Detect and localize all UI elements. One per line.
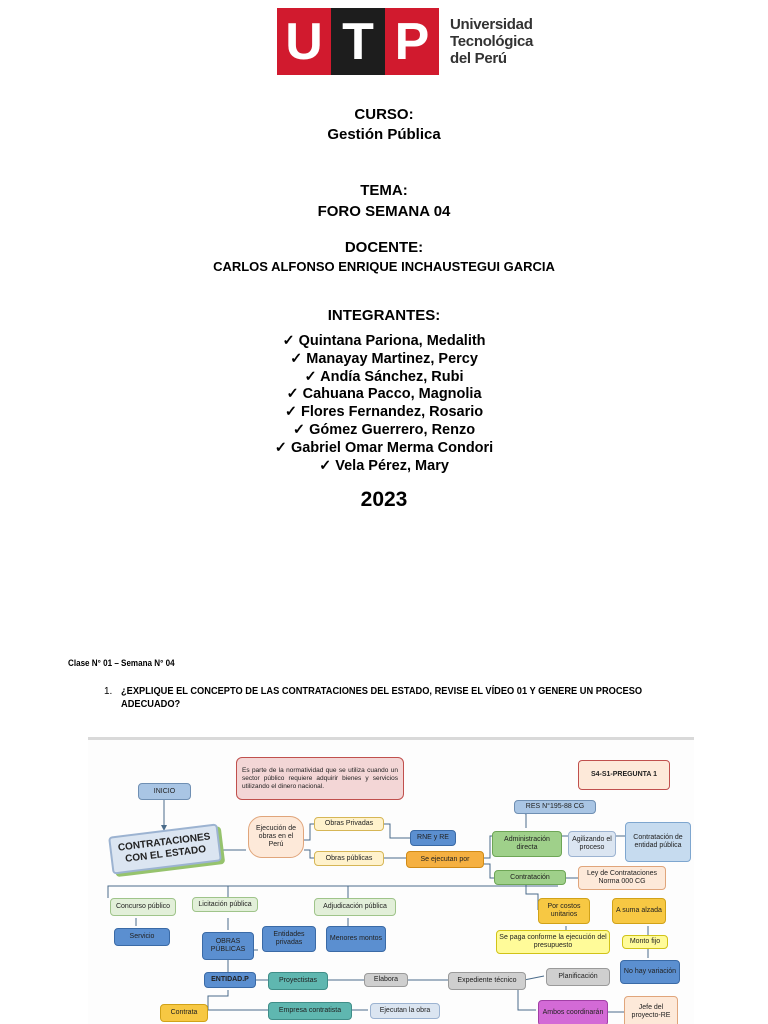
node-ambos: Ambos coordinarán bbox=[538, 1000, 608, 1024]
node-entidad: ENTIDAD.P bbox=[204, 972, 256, 988]
member-name: Gabriel Omar Merma Condori bbox=[290, 439, 494, 456]
logo-letter-p: P bbox=[385, 8, 439, 75]
question-text: ¿EXPLIQUE EL CONCEPTO DE LAS CONTRATACIONES DEL ESTADO, REVISE EL VÍDEO 01 Y GENERE UN PROCESO ADECUADO? bbox=[121, 686, 643, 710]
check-icon: ✓ bbox=[319, 457, 332, 474]
node-obras-publicas: Obras públicas bbox=[314, 851, 384, 866]
member-item bbox=[0, 333, 768, 351]
node-contratacion: Contratación bbox=[494, 870, 566, 885]
member-name: Andía Sánchez, Rubi bbox=[320, 368, 464, 385]
node-inicio: INICIO bbox=[138, 783, 191, 800]
year: 2023 bbox=[360, 488, 408, 511]
node-se-paga: Se paga conforme la ejecución del presupuesto bbox=[496, 930, 610, 954]
members-list bbox=[0, 333, 768, 475]
node-agilizando: Agilizando el proceso bbox=[568, 831, 616, 857]
node-obras-publicas-2: OBRAS PÚBLICAS bbox=[202, 932, 254, 960]
question-number: 1. bbox=[104, 686, 113, 697]
member-item bbox=[0, 422, 768, 440]
member-item bbox=[0, 369, 768, 387]
node-suma: A suma alzada bbox=[612, 898, 666, 924]
member-name: Gómez Guerrero, Renzo bbox=[309, 421, 476, 438]
teacher-name: CARLOS ALFONSO ENRIQUE INCHAUSTEGUI GARCIA bbox=[213, 259, 555, 274]
member-name: Vela Pérez, Mary bbox=[335, 457, 449, 474]
node-menores: Menores montos bbox=[326, 926, 386, 952]
member-item bbox=[0, 386, 768, 404]
node-licitacion: Licitación pública bbox=[192, 897, 258, 912]
node-main: CONTRATACIONES CON EL ESTADO bbox=[108, 823, 222, 874]
process-diagram bbox=[88, 737, 694, 1024]
utp-logo bbox=[277, 8, 534, 75]
member-item bbox=[0, 404, 768, 422]
logo-name-line: Universidad bbox=[450, 16, 533, 33]
topic-label: TEMA: bbox=[360, 182, 408, 199]
check-icon: ✓ bbox=[284, 404, 297, 421]
logo-letter-u: U bbox=[277, 8, 331, 75]
node-jefe: Jefe del proyecto-RE bbox=[624, 996, 678, 1024]
node-concurso: Concurso público bbox=[110, 898, 176, 916]
node-ejecucion: Ejecución de obras en el Perú bbox=[248, 816, 304, 858]
node-costos: Por costos unitarios bbox=[538, 898, 590, 924]
node-elabora: Elabora bbox=[364, 973, 408, 987]
logo-university-name bbox=[450, 16, 540, 67]
node-ley: Ley de Contrataciones Norma 000 CG bbox=[578, 866, 666, 890]
check-icon: ✓ bbox=[290, 350, 303, 367]
node-planificacion: Planificación bbox=[546, 968, 610, 986]
logo-letter-t: T bbox=[331, 8, 385, 75]
check-icon: ✓ bbox=[282, 333, 295, 349]
logo-name-line: del Perú bbox=[450, 50, 507, 67]
course-label: CURSO: bbox=[354, 106, 414, 123]
check-icon: ✓ bbox=[304, 368, 317, 385]
member-item bbox=[0, 440, 768, 458]
node-adjudicacion: Adjudicación pública bbox=[314, 898, 396, 916]
node-contrata: Contrata bbox=[160, 1004, 208, 1022]
member-item bbox=[0, 351, 768, 369]
member-item bbox=[0, 458, 768, 476]
node-rne: RNE y RE bbox=[410, 830, 456, 846]
node-servicio: Servicio bbox=[114, 928, 170, 946]
logo-name-line: Tecnológica bbox=[450, 33, 534, 50]
check-icon: ✓ bbox=[274, 439, 287, 456]
node-admin: Administración directa bbox=[492, 831, 562, 857]
node-obras-privadas: Obras Privadas bbox=[314, 817, 384, 831]
member-name: Manayay Martinez, Percy bbox=[306, 350, 478, 367]
member-name: Flores Fernandez, Rosario bbox=[301, 404, 484, 421]
node-tag: S4-S1-PREGUNTA 1 bbox=[578, 760, 670, 790]
node-note: Es parte de la normatividad que se utiliza cuando un sector público requiere adquirir bienes y servicios utilizando el dinero nacional. bbox=[236, 757, 404, 800]
node-contratacion-entidad: Contratación de entidad pública bbox=[625, 822, 691, 862]
node-entidades: Entidades privadas bbox=[262, 926, 316, 952]
node-ejecutan: Ejecutan la obra bbox=[370, 1003, 440, 1019]
node-expediente: Expediente técnico bbox=[448, 972, 526, 990]
node-res: RES N°195-88 CG bbox=[514, 800, 596, 814]
member-name: Cahuana Pacco, Magnolia bbox=[302, 386, 482, 403]
member-name: Quintana Pariona, Medalith bbox=[298, 333, 486, 349]
node-empresa: Empresa contratista bbox=[268, 1002, 352, 1020]
node-se-ejecutan: Se ejecutan por bbox=[406, 851, 484, 868]
node-no-hay: No hay variación bbox=[620, 960, 680, 984]
course-name: Gestión Pública bbox=[327, 126, 441, 143]
node-monto: Monto fijo bbox=[622, 935, 668, 949]
class-line: Clase N° 01 – Semana N° 04 bbox=[68, 658, 175, 669]
check-icon: ✓ bbox=[292, 421, 306, 438]
check-icon: ✓ bbox=[286, 386, 299, 403]
topic-name: FORO SEMANA 04 bbox=[317, 203, 451, 220]
members-label: INTEGRANTES: bbox=[327, 307, 441, 324]
teacher-label: DOCENTE: bbox=[344, 239, 424, 256]
node-proyectistas: Proyectistas bbox=[268, 972, 328, 990]
